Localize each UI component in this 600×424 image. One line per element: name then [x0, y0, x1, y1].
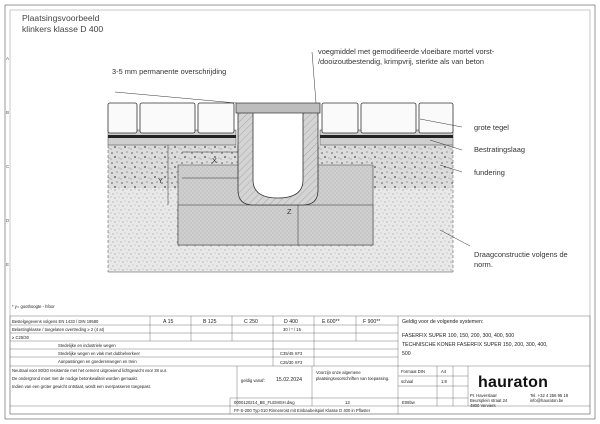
sheet-number: 13 — [345, 400, 350, 405]
subgrade-label-2: norm. — [474, 260, 493, 269]
dim-z-label: Z — [287, 207, 292, 216]
paver — [322, 103, 358, 133]
scale-label: schaal — [401, 379, 414, 384]
paver — [361, 103, 416, 133]
title-line-2: klinkers klasse D 400 — [22, 24, 104, 34]
address-2: Beursplein straat 24 — [470, 398, 508, 403]
drawing-caption: FF-S-200 Typ 010 Rinnenrost mit Einbaubeispiel Klasse D 400 in Pflaster — [234, 408, 371, 413]
grid-row-b: B — [6, 110, 10, 115]
tile-label: grote tegel — [474, 123, 509, 132]
load-row: Belastingklasse / toegelaten overtreding ≥ 2 (4 at) — [12, 327, 105, 332]
description-1: Voorzijn onze algemene — [316, 370, 361, 375]
row1-label: ≥ C25/30 — [12, 335, 29, 340]
grid-row-d: D — [6, 218, 10, 223]
class-e600: E 600** — [322, 319, 340, 325]
description-2: plaatsingsvoorschriften van toepassing. — [316, 376, 390, 381]
grid-row-c: C — [6, 164, 10, 169]
row1-desc: Stedelijke en industriele wegen — [58, 343, 116, 348]
revision: E08bw — [402, 400, 415, 405]
class-d400: D 400 — [284, 319, 298, 325]
scale-value: 1:8 — [441, 379, 447, 384]
note-3: Indien van een groter gewicht ontstaat, wordt een overpasseren toegepast. — [12, 384, 151, 389]
validity-line-1: FASERFIX SUPER 100, 150, 200, 300, 400, 500 — [402, 333, 515, 339]
class-b125: B 125 — [203, 319, 217, 325]
paver — [198, 103, 234, 133]
subgrade-label-1: Draagconstructie volgens de — [474, 250, 568, 259]
grid-row-e: E — [6, 262, 10, 267]
grating — [236, 103, 320, 113]
note-1: Neutraal voor 80/20 resistentie met het cement uitgroeiend lichtgewicht voor 28 uur. — [12, 368, 168, 373]
format-label: Formaat DIN — [401, 369, 425, 374]
note-2: De ondergrond moet met de nodige betonkwaliteit worden gemaakt. — [12, 376, 138, 381]
class-a15: A 15 — [163, 319, 174, 325]
foundation-label: fundering — [474, 168, 505, 177]
validity-line-3: 500 — [402, 351, 411, 357]
validity-line-2: TECHNISCHE KONER FASERFIX SUPER 150, 200, 300, 400, — [402, 342, 548, 348]
row3-class: C25/30 XF3 — [280, 360, 303, 365]
address-1: Pr. Haverslaan — [470, 393, 498, 398]
overrun-label: 3-5 mm permanente overschrijding — [112, 67, 227, 76]
hauraton-logo: hauraton — [478, 374, 549, 391]
paver — [140, 103, 195, 133]
mortar-label-2: /dooizoutbestendig, krimpvrij, sterkte als van beton — [318, 57, 484, 66]
channel-invert — [253, 112, 303, 198]
class-f900: F 900** — [363, 319, 381, 325]
title-line-1: Plaatsingsvoorbeeld — [22, 13, 100, 23]
row2-desc: Stedelijke wegen en vlak met dubbelverkeer — [58, 351, 140, 356]
standard-text: Bestelgegevens volgens EN 1433 / DIN 19580 — [12, 319, 99, 324]
dim-y-label: Y — [158, 176, 163, 185]
contact-2: info@hauraton.be — [530, 398, 564, 403]
valid-from-label: geldig vanaf: — [241, 378, 265, 383]
validity-title: Geldig voor de volgende systemen: — [402, 319, 484, 325]
grid-row-a: A — [6, 56, 10, 61]
row2-class: C35/45 XF3 — [280, 351, 303, 356]
class-c250: C 250 — [244, 319, 258, 325]
valid-from-date: 15.02.2024 — [276, 377, 302, 383]
contact-1: Tel. +32 4 256 95 18 — [530, 393, 569, 398]
row3-desc: Aanpassingen en goederenwegen en trein — [58, 359, 137, 364]
format-value: A4 — [441, 369, 447, 374]
bedding-label: Bestratingslaag — [474, 145, 525, 154]
address-3: 4800 Verviers — [470, 403, 496, 408]
load-values: 30 / * / 15 — [283, 327, 301, 332]
dim-x-label: X — [212, 156, 217, 165]
drawing-number: 0000120214_BE_FLEMISH.dwg — [234, 400, 295, 405]
footnote: * y= goothoogte - hfoor — [12, 304, 55, 309]
drawing-title — [22, 13, 103, 35]
mortar-label-1: voegmiddel met gemodifieerde vloeibare mortel vorst- — [318, 47, 495, 56]
